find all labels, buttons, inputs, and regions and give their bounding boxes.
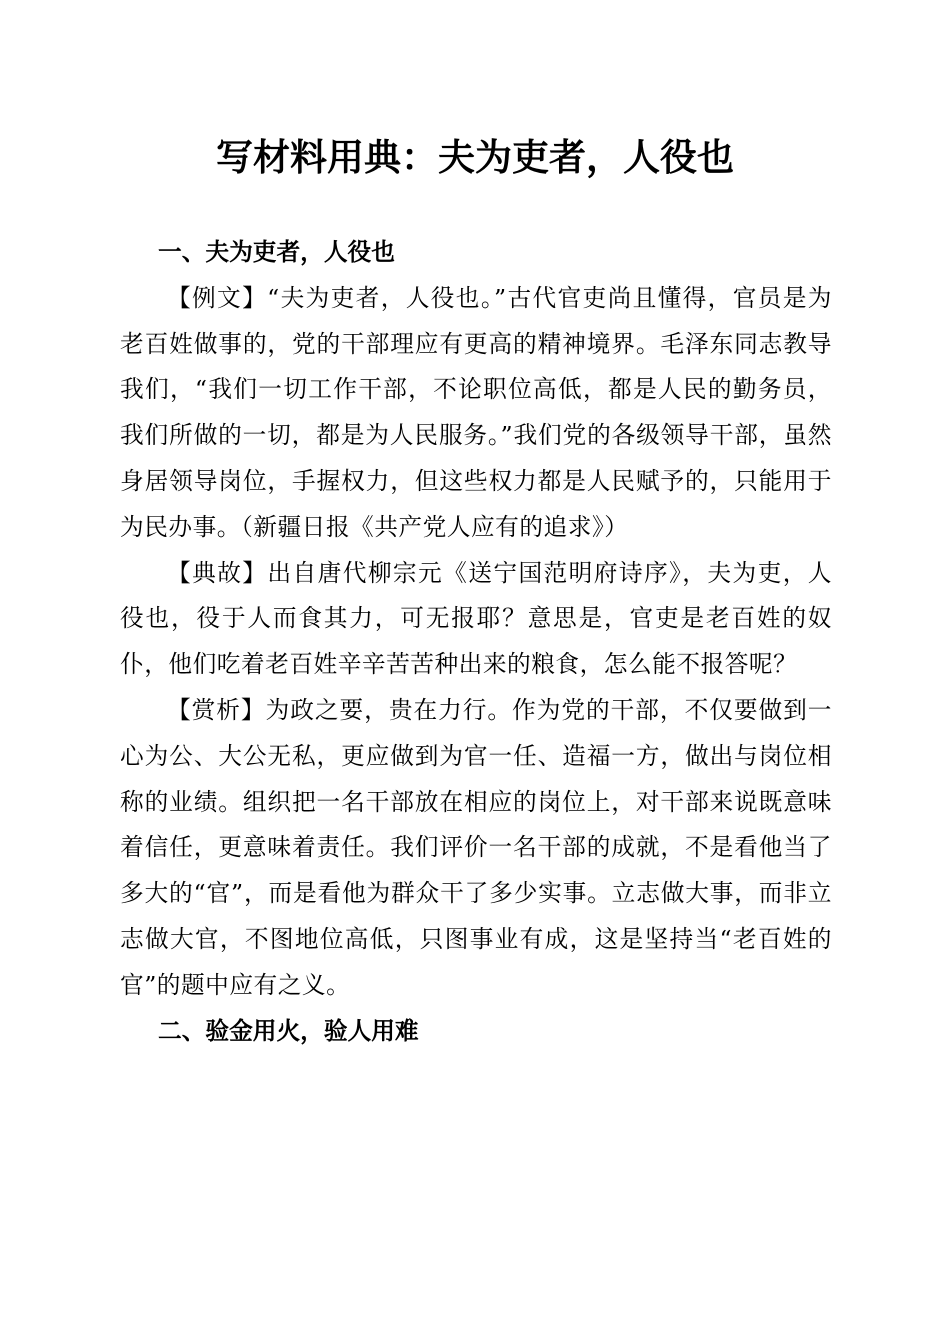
source-tag: 【典故】 [167,558,268,587]
source-paragraph [120,551,832,688]
document-title: 写材料用典：夫为吏者，人役也 [216,135,734,179]
document-body [120,230,832,1054]
section-heading-2: 二、验金用火，验人用难 [158,1016,419,1045]
example-tag: 【例文】 [167,283,268,312]
example-paragraph [120,276,832,551]
analysis-tag: 【赏析】 [167,695,266,724]
source-text: 出自唐代柳宗元《送宁国范明府诗序》，夫为吏，人役也，役于人而食其力，可无报耶？意思是，官吏是老百姓的奴仆，他们吃着老百姓辛辛苦苦种出来的粮食，怎么能不报答呢？ [120,558,832,679]
example-text: “夫为吏者，人役也。”古代官吏尚且懂得，官员是为老百姓做事的，党的干部理应有更高的精神境界。毛泽东同志教导我们，“我们一切工作干部，不论职位高低，都是人民的勤务员，我们所做的一切，都是为人民服务。”我们党的各级领导干部，虽然身居领导岗位，手握权力，但这些权力都是人民赋予的，只能用于为民办事。（新疆日报《共产党人应有的追求》） [120,283,832,541]
analysis-paragraph [120,688,832,1009]
analysis-text: 为政之要，贵在力行。作为党的干部，不仅要做到一心为公、大公无私，更应做到为官一任、造福一方，做出与岗位相称的业绩。组织把一名干部放在相应的岗位上，对干部来说既意味着信任，更意味着责任。我们评价一名干部的成就，不是看他当了多大的“官”，而是看他为群众干了多少实事。立志做大事，而非立志做大官，不图地位高低，只图事业有成，这是坚持当“老百姓的官”的题中应有之义。 [120,695,832,999]
section-heading-1: 一、夫为吏者，人役也 [158,238,395,266]
